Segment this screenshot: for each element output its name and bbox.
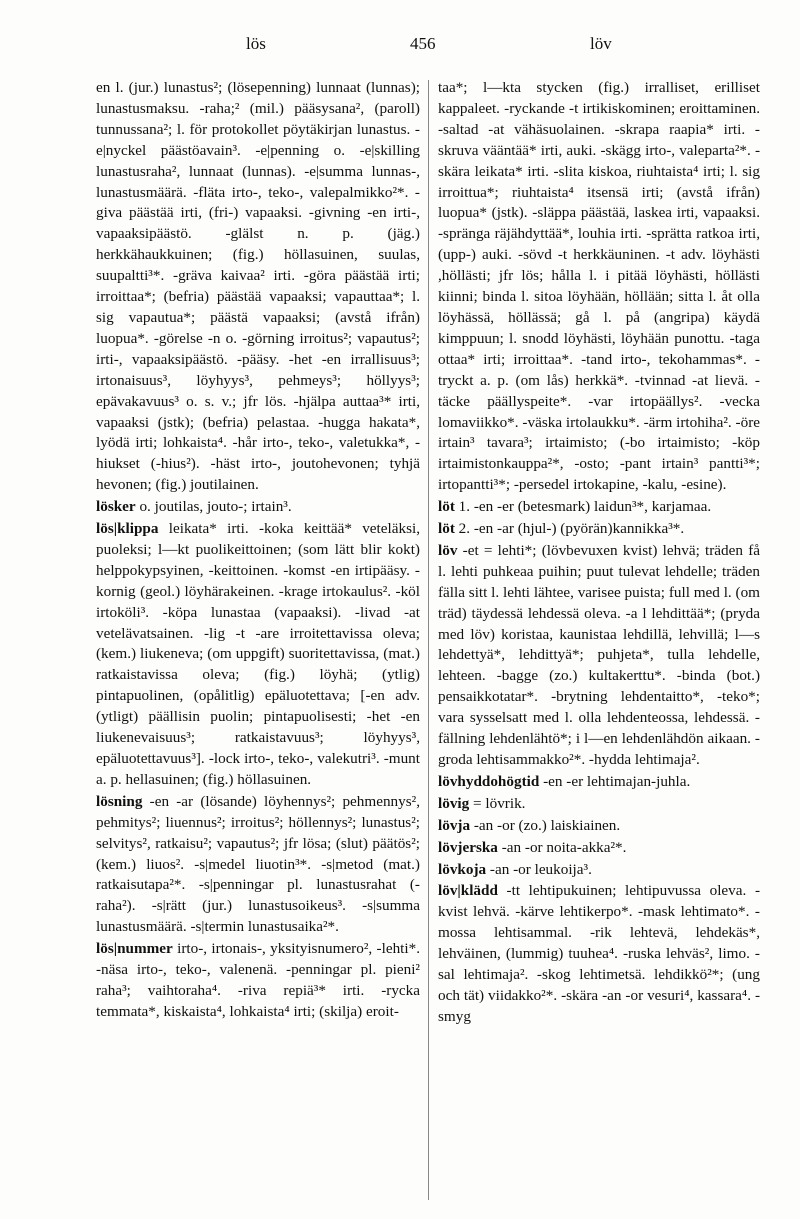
entry-headword: lövjerska bbox=[438, 838, 498, 856]
entry-text: leikata* irti. -koka keittää* veteläksi, puoleksi; l—kt puolikeittoinen; (som lätt blir kokt) helppokypsyinen, -keittoinen. -komst -en irtipääsy. -kornig (geol.) löyhärakeinen. -krage irtokaulus². -köl irtoköli³. -köpa lunastaa (vapaaksi). -livad -at vetelävatsainen. -lig -t -are irroitettavissa oleva; (kem.) liukeneva; (om uppgift) suoritettavissa, (mat.) ratkaistavissa oleva; (fig.) löyhä; (ytlig) pintapuolinen, (opålitlig) epäluotettava; [-en adv. (ytligt) päällisin puolin; pintapuolisesti; -het -en liukenevaisuus³; ratkaistavuus³; löyhyys³, epäluotettavuus³]. -lock irto-, teko-, valekutri³. -munt a. p. hellasuinen; (fig.) höllasuinen. bbox=[96, 520, 420, 788]
column-divider bbox=[428, 80, 429, 1200]
entry-text: -an -or leukoija³. bbox=[486, 860, 592, 878]
entry-text: en l. (jur.) lunastus²; (lösepenning) lunnaat (lunnas); lunastusmaksu. -raha;² (mil.) pääsysana², (paroll) tunnussana²; l. för protokollet pöytäkirjan lunastus. -e|nyckel päästöavain³. -e|penning o. -e|skilling lunastusraha², lunnaat (lunnas). -e|summa lunnas-, lunastusmäärä. -fläta irto-, teko-, valepalmikko²*. -giva päästää irti, (fri-) vapaaksi. -givning -en irti-, vapaaksipäästö. -glälst n. p. (jäg.) herkkähaukkuinen; (fig.) höllasuinen, suulas, suupaltti³*. -gräva kaivaa² irti. -göra päästää irti; irroittaa*; (befria) päästää vapaaksi; vapauttaa*; l. sig vapautua*; päästä vapaaksi; (avstå ifrån) luopua*. -görelse -n o. -görning irroitus²; vapautus²; irti-, vapaaksipäästö. -pääsy. -het -en irrallisuus³; irtonaisuus³, löyhyys³, pehmeys³; höllyys³; epävakavuus³ o. s. v.; jfr lös. -hjälpa auttaa³* irti, vapaaksi (jstk); (befria) pelastaa. -hugga hakata*, lyödä irti; lohkaista⁴. -hår irto-, teko-, valetukka*, -hiukset (-hius²). -häst irto-, joutohevonen; tyhjä hevonen; (fig.) joutilainen. bbox=[96, 79, 420, 494]
dictionary-entry bbox=[438, 860, 760, 881]
dictionary-entry bbox=[438, 541, 760, 771]
entry-headword: lövja bbox=[438, 816, 471, 834]
dictionary-entry bbox=[438, 519, 760, 540]
page-number: 456 bbox=[410, 34, 436, 53]
entry-headword: löv bbox=[438, 541, 458, 559]
entry-headword: löt bbox=[438, 498, 455, 516]
entry-text: 1. -en -er (betesmark) laidun³*, karjamaa. bbox=[454, 498, 712, 516]
dictionary-entry bbox=[96, 78, 420, 496]
dictionary-entry bbox=[96, 939, 420, 1023]
entry-text: irto-, irtonais-, yksityisnumero², -lehti*. -näsa irto-, teko-, valenenä. -penningar pl. pieni² raha³; vaihtoraha⁴. -rivа repiä³* irti. -rycka temmata*, kiskaista⁴, lohkaista⁴ irti; (skilja) eroit- bbox=[96, 940, 420, 1020]
entry-text: -tt lehtipukuinen; lehtipuvussa oleva. -kvist lehvä. -kärve lehtikerpo*. -mask lehtimato*. -mossa lehtisammal. -rik lehtevä, lehdekäs*, lehväinen, (lummig) tuuhea⁴. -ruska lehväs², limo. -sal lehtimaja². -skog lehtimetsä. lehdikkö²*; (ung och tät) viidakko²*. -skära -an -or vesuri⁴, kassara⁴. -smyg bbox=[438, 882, 760, 1025]
page-header bbox=[96, 34, 736, 54]
entry-text: 2. -en -ar (hjul-) (pyörän)kannikka³*. bbox=[454, 520, 685, 538]
dictionary-entry bbox=[438, 838, 760, 859]
entry-text: -et = lehti*; (lövbevuxen kvist) lehvä; träden få l. lehti puhkeaa puihin; puut tulevat lehdelle; träden fälla sitt l. lehti lähtee, varisee puista; full med l. (om träd) täydessä lehdessä oleva. -a l lehdittää*; (pryda med löv) koristaa, kaunistaa lehdillä, lehvillä; l—s lehdettyä*, lehdittyä*; puhjeta*, tulla lehdelle, lehteen. -bagge (zo.) kultakerttu*. -binda (bot.) pensaikkotatar*. -brytning lehdentaitto*, -teko*; vara sysselsatt med l. olla lehdenteossa, lehdessä. -fällning lehdenlähtö*; i l—en lehdenlähdön aikaan. -groda lehtisammakko²*. -hydda lehtimaja². bbox=[438, 541, 760, 768]
entry-text: -an -or (zo.) laiskiainen. bbox=[470, 816, 621, 834]
entry-text: taa*; l—kta stycken (fig.) irralliset, erilliset kappaleet. -ryckande -t irtikiskominen; eroittaminen. -saltad -at vähäsuolainen. -skrapa raapia* irti. -skruva vääntää* irti, auki. -skägg irto-, valeparta²*. -skära leikata* irti. -slita kiskoa, riuhtaista⁴ irti; l. sig irroittua*; riuhtaista⁴ itsensä irti; (avstå ifrån) luopua* (jstk). -släppa päästää, laskea irti, vapaaksi. -spränga räjähdyttää*, louhia irti. -sprätta ratkoa irti, (upp-) auki. -sövd -t herkkäuninen. -t adv. löyhästi ,höllästi; jfr lös; hålla l. i pitää löyhästi, höllästi kiinni; binda l. sitoa löyhään, höllään; sitta l. åt olla löyhässä, höllässä; gå l. på (angripa) käydä kimppuun; l. snodd löyhästi, löyhään punottu. -taga ottaa* irti; irroittaa*. -tand irto-, tekohammas*. -tryckt a. p. (om lås) herkkä*. -tvinnad -at lievä. -täcke päällyspeite*. -var irtopäällys². -vecka lomaviikko*. -väska irtolaukku*. -ärm irtohiha². -öre irtain³ tavara³; irtaimisto; (-bo irtaimisto; -köp irtaimistonkauppa²*, -osto; -pant irtain³ pantti³*; irtopantti³*; -persedel irtokapine, -kalu, -esine). bbox=[438, 79, 760, 494]
entry-headword: lösker bbox=[96, 498, 136, 516]
entry-headword: lövig bbox=[438, 794, 470, 812]
entry-headword: lös|klippa bbox=[96, 520, 159, 538]
entry-headword: lös|nummer bbox=[96, 940, 173, 958]
dictionary-entry bbox=[438, 497, 760, 518]
dictionary-entry bbox=[438, 881, 760, 1027]
dictionary-entry bbox=[96, 497, 420, 518]
dictionary-entry bbox=[96, 519, 420, 791]
dictionary-entry bbox=[438, 794, 760, 815]
right-column bbox=[438, 78, 760, 1029]
entry-headword: löv|klädd bbox=[438, 882, 498, 900]
entry-text: o. joutilas, jouto-; irtain³. bbox=[135, 498, 292, 516]
header-left-guideword: lös bbox=[246, 34, 266, 53]
entry-text: -en -ar (lösande) löyhennys²; pehmennys², pehmitys²; liuennus²; irroitus²; höllennys²; lunastus²; selvitys², ratkaisu²; vapautus²; jfr lösa; (slut) päätös²; (kem.) liuos². -s|medel liuotin³*. -s|metod (mat.) ratkaisutapa²*. -s|penningar pl. lunastusrahat (-raha²). -s|rätt (jur.) lunastusoikeus³. -s|summa lunastusmäärä. -s|termin lunastusaika²*. bbox=[96, 792, 420, 936]
entry-text: -an -or noita-akka²*. bbox=[497, 838, 627, 856]
entry-headword: lövkoja bbox=[438, 860, 487, 878]
entry-headword: lösning bbox=[96, 792, 143, 810]
entry-text: = lövrik. bbox=[469, 794, 526, 812]
entry-headword: löt bbox=[438, 520, 455, 538]
entry-headword: lövhyddohögtid bbox=[438, 772, 540, 790]
dictionary-entry bbox=[438, 78, 760, 496]
dictionary-entry bbox=[438, 772, 760, 793]
entry-text: -en -er lehtimajan-juhla. bbox=[539, 772, 691, 790]
header-right-guideword: löv bbox=[590, 34, 612, 53]
dictionary-entry bbox=[438, 816, 760, 837]
left-column bbox=[96, 78, 420, 1023]
dictionary-entry bbox=[96, 792, 420, 938]
